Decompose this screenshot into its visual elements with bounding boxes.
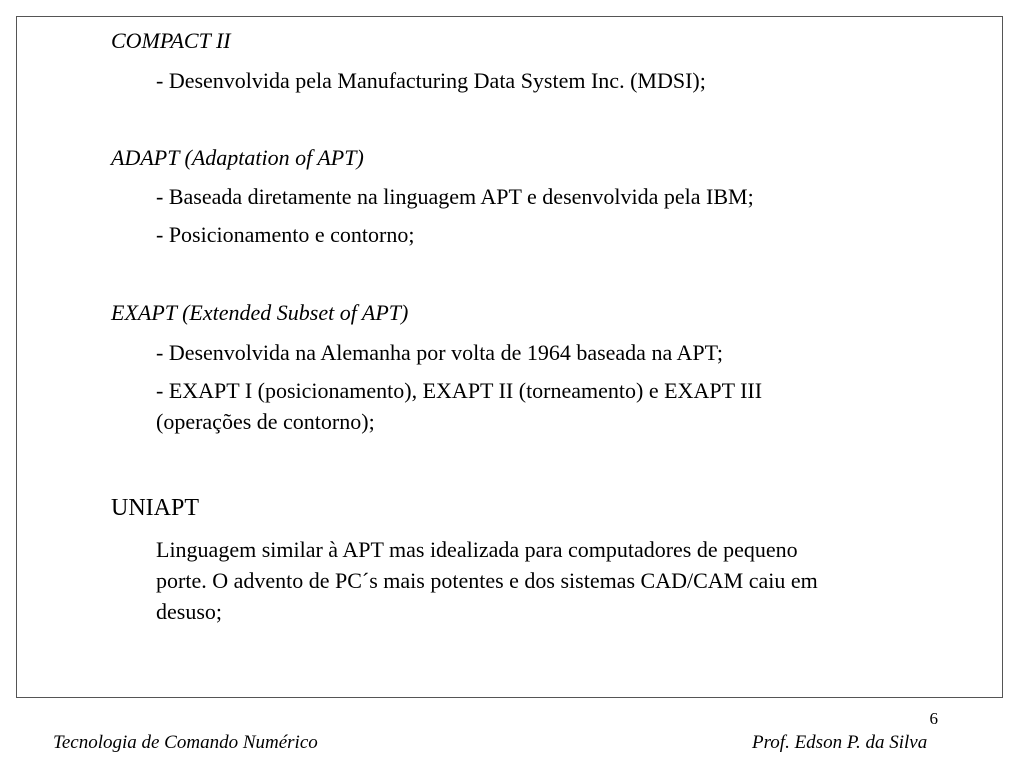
section-item: (operações de contorno); <box>156 409 375 434</box>
section-item: desuso; <box>156 599 222 624</box>
section-item: - EXAPT I (posicionamento), EXAPT II (torneamento) e EXAPT III <box>156 378 763 403</box>
section-item: - Baseada diretamente na linguagem APT e desenvolvida pela IBM; <box>156 184 754 209</box>
page-number: 6 <box>929 709 938 728</box>
section-item: - Posicionamento e contorno; <box>156 222 415 247</box>
section-heading-exapt: EXAPT (Extended Subset of APT) <box>111 300 409 325</box>
section-item: - Desenvolvida na Alemanha por volta de 1964 baseada na APT; <box>156 340 723 365</box>
footer-author: Prof. Edson P. da Silva <box>752 732 928 753</box>
section-heading-adapt: ADAPT (Adaptation of APT) <box>111 145 364 170</box>
section-heading-compact-ii: COMPACT II <box>111 28 231 53</box>
section-heading-uniapt: UNIAPT <box>111 495 199 521</box>
section-item: Linguagem similar à APT mas idealizada para computadores de pequeno <box>156 537 798 562</box>
section-item: porte. O advento de PC´s mais potentes e dos sistemas CAD/CAM caiu em <box>156 568 818 593</box>
section-item: - Desenvolvida pela Manufacturing Data System Inc. (MDSI); <box>156 68 706 93</box>
footer-course-title: Tecnologia de Comando Numérico <box>53 732 318 753</box>
